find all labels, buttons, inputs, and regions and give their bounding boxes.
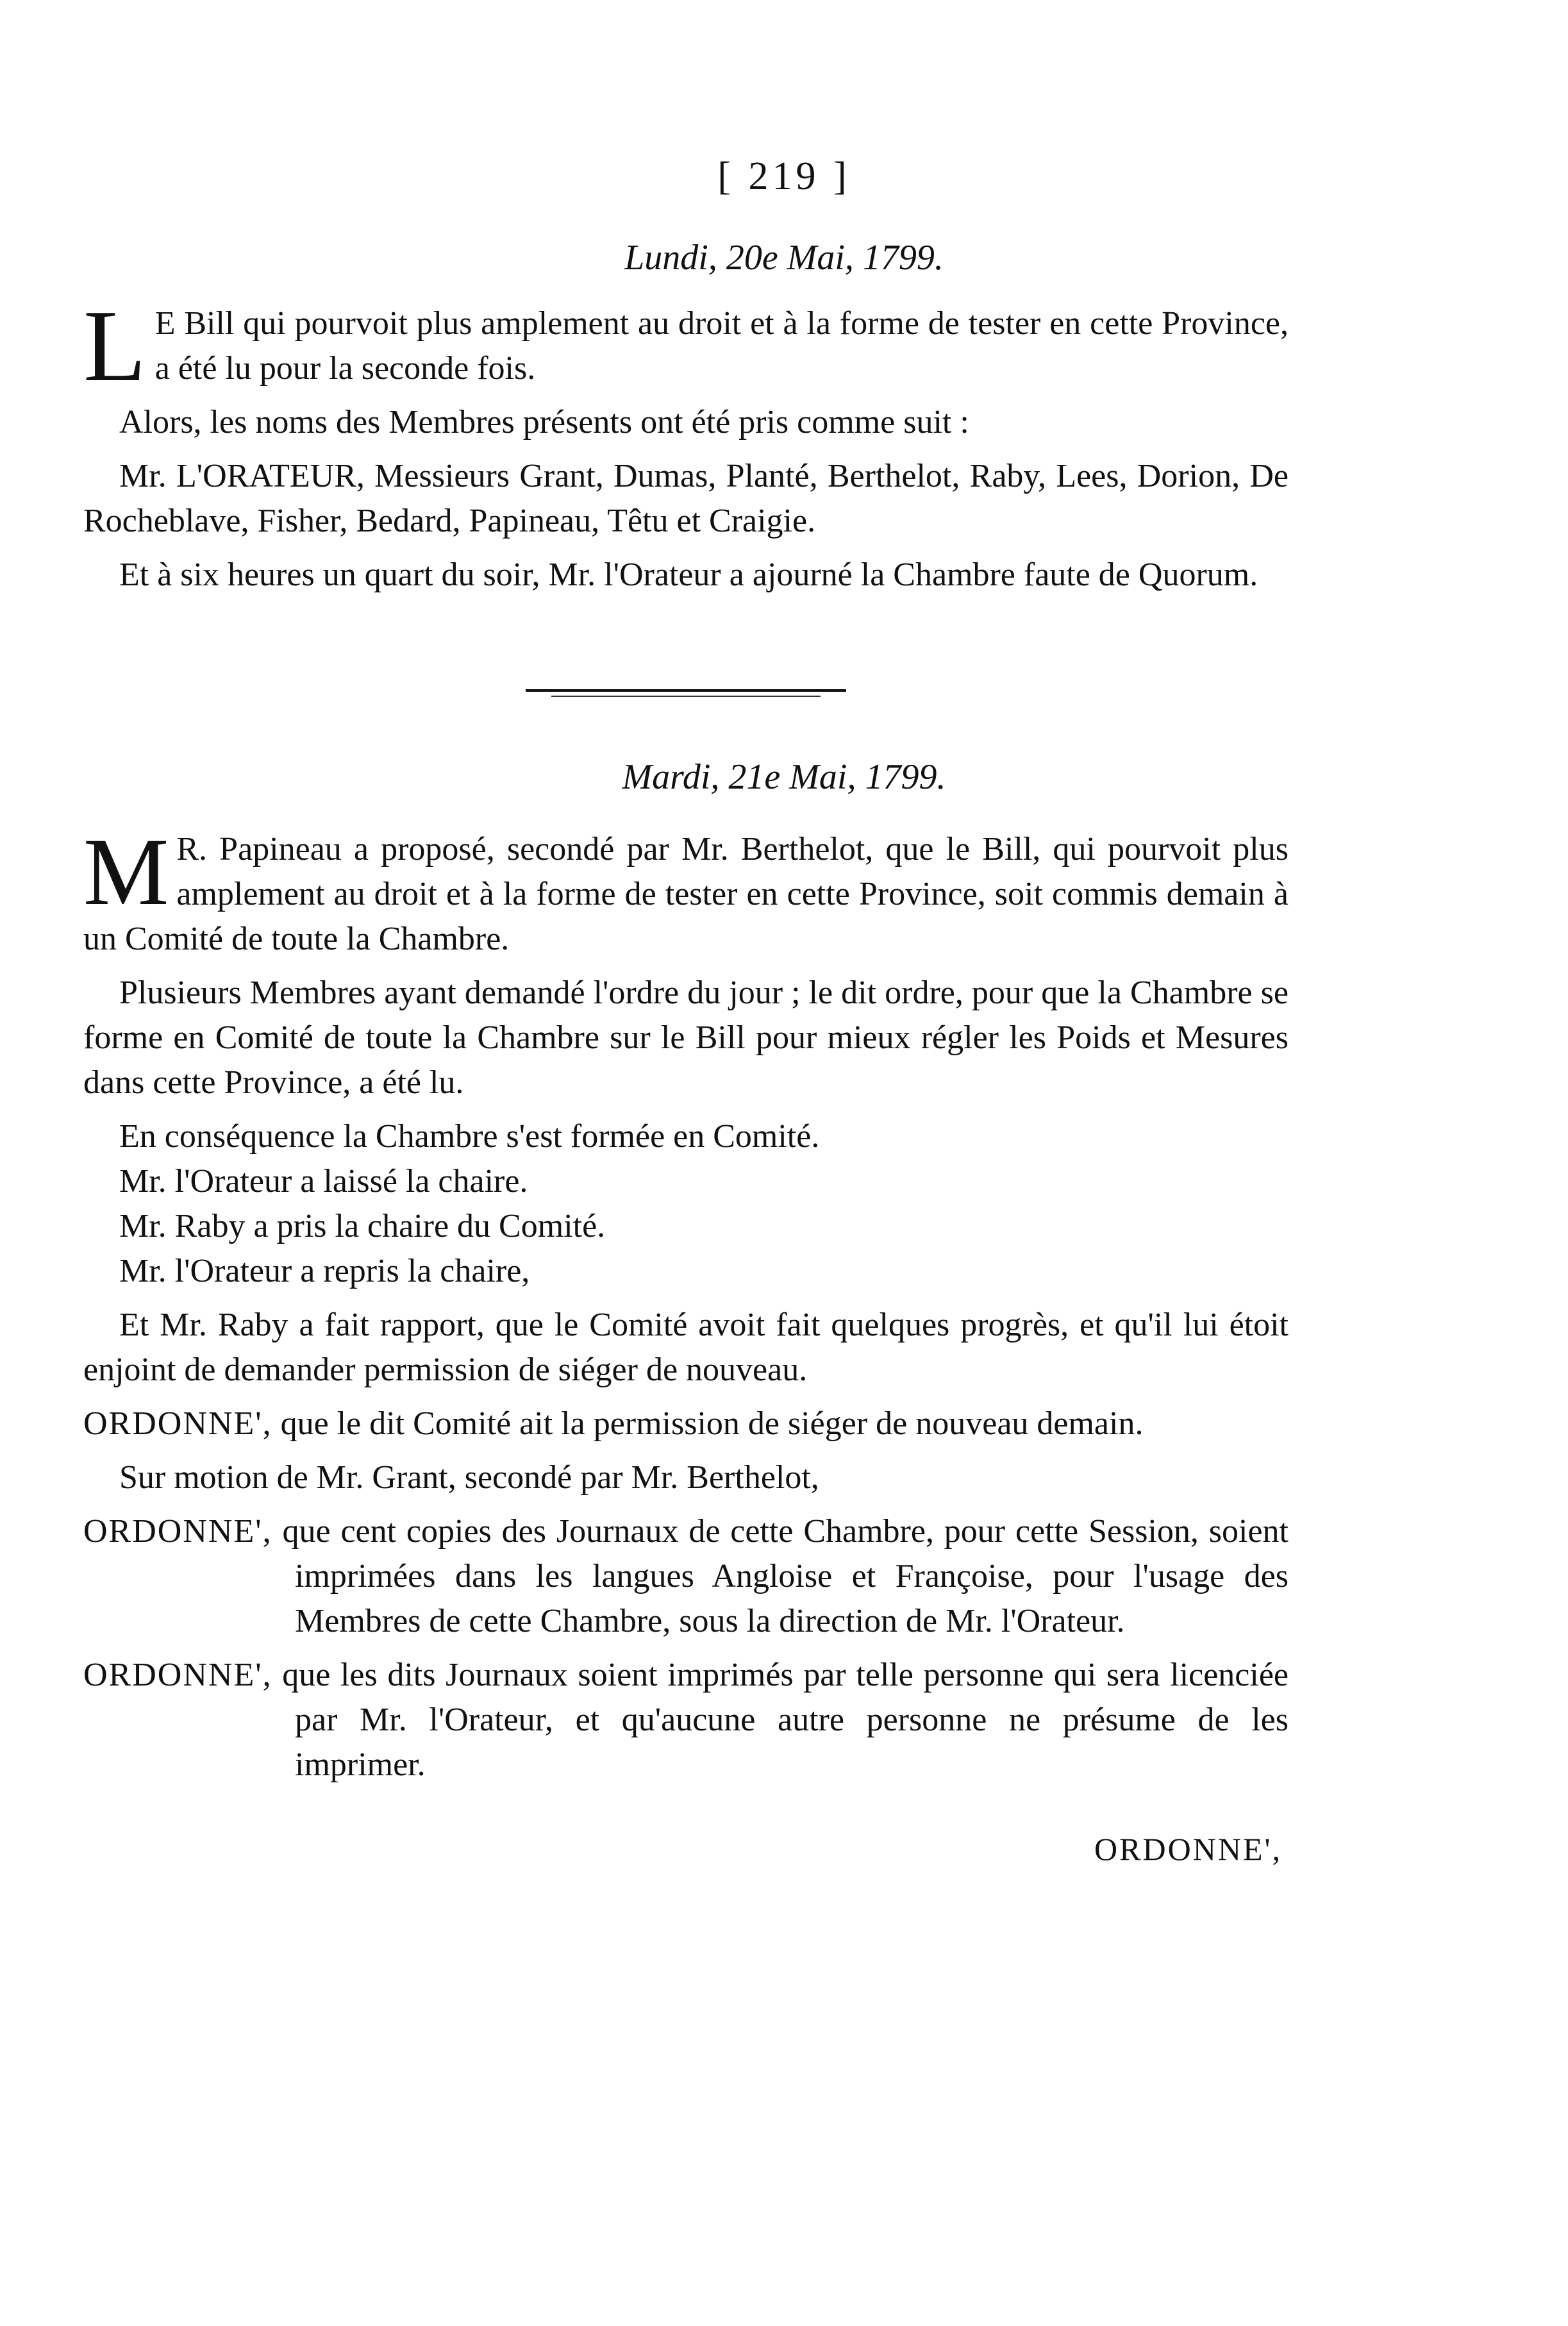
drop-cap-2: M: [83, 819, 169, 925]
order-label: ORDONNE',: [83, 1405, 272, 1442]
entry-body-1: [83, 289, 1289, 607]
order-1: [83, 1401, 1289, 1446]
adjourn-text: Et à six heures un quart du soir, Mr. l'Orateur a ajourné la Chambre faute de Quorum.: [119, 556, 1258, 593]
opening-text-2: R. Papineau a proposé, secondé par Mr. Berthelot, que le Bill, qui pourvoit plus amplement au droit et à la forme de tester en cette Province, soit commis demain à un Comité de toute la Chambre.: [83, 831, 1289, 957]
entry-body-2: [83, 819, 1289, 1796]
opening-paragraph-1: [83, 289, 1289, 403]
section-divider-thin: [551, 696, 821, 697]
order-label: ORDONNE',: [83, 1513, 272, 1550]
paragraph-left-chair: Mr. l'Orateur a laissé la chaire.: [119, 1163, 528, 1200]
paragraph-orders-of-day: Plusieurs Membres ayant demandé l'ordre du jour ; le dit ordre, pour que la Chambre se forme en Comité de toute la Chambre sur le Bill pour mieux régler les Poids et Mesures dans cette Province, a été lu.: [83, 975, 1289, 1101]
page-number: [ 219 ]: [717, 155, 851, 198]
order-text: que cent copies des Journaux de cette Chambre, pour cette Session, soient imprimées dans les langues Angloise et Françoise, pour l'usage des Membres de cette Chambre, sous la direction de Mr. l'Orateur.: [282, 1513, 1289, 1639]
opening-paragraph-2: [83, 819, 1289, 962]
order-label: ORDONNE',: [83, 1657, 272, 1693]
paragraph-report: Et Mr. Raby a fait rapport, que le Comité avoit fait quelques progrès, et qu'il lui étoit enjoint de demander permission de siéger de nouveau.: [83, 1307, 1289, 1388]
paragraph-committee: En conséquence la Chambre s'est formée en Comité.: [119, 1118, 820, 1155]
order-text: que le dit Comité ait la permission de siéger de nouveau demain.: [280, 1405, 1144, 1442]
roll-call-intro: Alors, les noms des Membres présents ont été pris comme suit :: [119, 404, 969, 440]
catchword: ORDONNE',: [1094, 1831, 1282, 1867]
motion-text: Sur motion de Mr. Grant, secondé par Mr. Berthelot,: [119, 1459, 819, 1496]
paragraph-resumed-chair: Mr. l'Orateur a repris la chaire,: [119, 1253, 530, 1289]
order-text: que les dits Journaux soient imprimés par telle personne qui sera licenciée par Mr. l'Orateur, et qu'aucune autre personne ne présume de les imprimer.: [282, 1657, 1289, 1783]
drop-cap-1: L: [83, 289, 146, 403]
paragraph-took-chair: Mr. Raby a pris la chaire du Comité.: [119, 1208, 606, 1244]
order-3: [83, 1653, 1289, 1787]
section-divider: [526, 689, 846, 692]
roll-call-names: Mr. L'ORATEUR, Messieurs Grant, Dumas, Planté, Berthelot, Raby, Lees, Dorion, De Rocheblave, Fisher, Bedard, Papineau, Têtu et Craigie.: [83, 458, 1289, 539]
entry-date-1: Lundi, 20e Mai, 1799.: [624, 238, 944, 278]
opening-text-1: E Bill qui pourvoit plus amplement au droit et à la forme de tester en cette Province, a été lu pour la seconde fois.: [154, 305, 1289, 387]
entry-date-2: Mardi, 21e Mai, 1799.: [622, 757, 946, 797]
order-2: [83, 1509, 1289, 1644]
